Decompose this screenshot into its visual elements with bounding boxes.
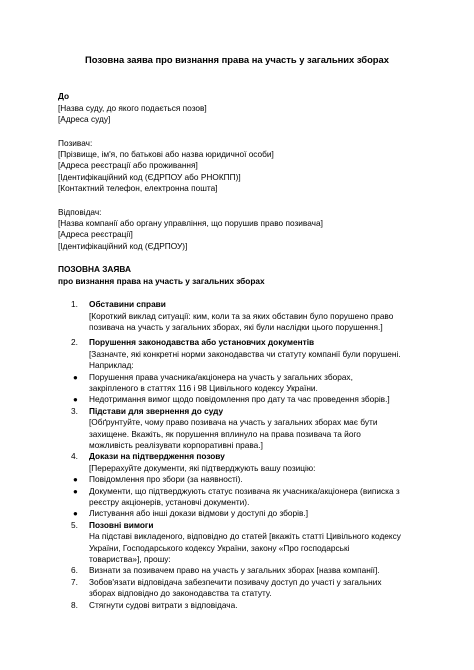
item-number: 6.	[71, 565, 78, 576]
item-title: Порушення законодавства або установчих документів	[89, 337, 315, 348]
list-item	[58, 520, 416, 531]
item-text-line: захищене. Вкажіть, як порушення вплинуло на права позивача та його	[89, 428, 361, 439]
plaintiff-heading: Позивач:	[58, 137, 93, 148]
bullet-icon: ●	[73, 509, 78, 519]
plaintiff-block	[58, 138, 416, 195]
court-block	[58, 91, 416, 125]
bullet-item	[58, 508, 416, 519]
item-text-line: позивача на участь у загальних зборах, які були наслідки цього порушення.]	[89, 321, 383, 332]
item-text-line: зборах відповідно до законодавства та статуту.	[89, 588, 272, 599]
list-item	[58, 565, 416, 576]
court-name-line: [Назва суду, до якого подається позов]	[58, 102, 207, 113]
bullet-text-line: Недотримання вимог щодо повідомлення про дату та час проведення зборів.]	[89, 394, 390, 405]
bullet-icon: ●	[73, 475, 78, 485]
item-number: 8.	[71, 599, 78, 610]
item-number: 2.	[71, 337, 78, 348]
list-item	[58, 577, 416, 600]
bullet-item	[58, 372, 416, 395]
claim-heading: ПОЗОВНА ЗАЯВА	[58, 264, 131, 275]
defendant-block	[58, 207, 416, 253]
bullet-text-line: реєстру акціонерів, установчі документи).	[89, 497, 250, 507]
list-item	[58, 299, 416, 310]
bullet-text-line: Документи, що підтверджують статус позивача як учасника/акціонера (виписка з	[89, 485, 400, 496]
plaintiff-name-line: [Прізвище, ім'я, по батькові або назва юридичної особи]	[58, 149, 274, 160]
item-text-line: [Зазначте, які конкретні норми законодавства чи статуту компанії були порушені.	[89, 348, 401, 359]
item-number: 4.	[71, 451, 78, 462]
plaintiff-id-line: [Ідентифікаційний код (ЄДРПОУ або РНОКПП)]	[58, 171, 241, 182]
list-item	[58, 337, 416, 348]
item-text-line: Зобов'язати відповідача забезпечити позивачу доступ до участі у загальних	[89, 576, 382, 587]
bullet-icon: ●	[73, 372, 78, 382]
claim-subheading: про визнання права на участь у загальних зборах	[58, 275, 265, 286]
item-text-line: можливість реалізувати корпоративні права.]	[89, 439, 263, 450]
document-title: Позовна заява про визнання права на участь у загальних зборах	[85, 54, 389, 65]
bullet-text-line: Повідомлення про збори (за наявності).	[89, 474, 243, 485]
list-item	[58, 406, 416, 417]
item-text-line: Стягнути судові витрати з відповідача.	[89, 599, 238, 610]
defendant-address-line: [Адреса реєстрації]	[58, 229, 133, 240]
list-item	[58, 451, 416, 462]
bullet-icon: ●	[73, 395, 78, 405]
bullet-item	[58, 474, 416, 485]
item-number: 3.	[71, 405, 78, 416]
bullet-text-line: закріпленого в статтях 116 і 98 Цивільного кодексу України.	[89, 382, 318, 393]
item-title: Докази на підтвердження позову	[89, 451, 225, 462]
item-text-line: На підставі викладеного, відповідно до статей [вкажіть статті Цивільного кодексу	[89, 531, 401, 542]
item-text-line: Визнати за позивачем право на участь у загальних зборах [назва компанії].	[89, 565, 380, 576]
item-text-line: товариства»], прошу:	[89, 554, 171, 565]
bullet-icon: ●	[73, 486, 78, 496]
item-number: 1.	[71, 299, 78, 310]
bullet-text-line: Листування або інші докази відмови у доступі до зборів.]	[89, 508, 309, 519]
bullet-item	[58, 486, 416, 509]
plaintiff-address-line: [Адреса реєстрації або проживання]	[58, 160, 198, 171]
defendant-heading: Відповідач:	[58, 206, 102, 217]
claim-items	[58, 299, 416, 611]
item-text-line: України, Господарського кодексу України, закону «Про господарські	[89, 542, 350, 553]
court-address-line: [Адреса суду]	[58, 114, 111, 125]
court-heading: До	[58, 91, 70, 102]
bullet-item	[58, 394, 416, 405]
item-text-line: [Короткий виклад ситуації: ким, коли та за яких обставин було порушено право	[89, 310, 394, 321]
item-number: 5.	[71, 519, 78, 530]
defendant-id-line: [Ідентифікаційний код (ЄДРПОУ)]	[58, 240, 188, 251]
item-title: Позовні вимоги	[89, 519, 154, 530]
bullet-text-line: Порушення права учасника/акціонера на участь у загальних зборах,	[89, 371, 353, 382]
item-text-line: [Перерахуйте документи, які підтверджують вашу позицію:	[89, 462, 316, 473]
defendant-name-line: [Назва компанії або органу управління, що порушив право позивача]	[58, 218, 323, 229]
item-text-line: [Обґрунтуйте, чому право позивача на участь у загальних зборах має бути	[89, 417, 378, 428]
item-text-line: Наприклад:	[89, 360, 134, 371]
item-title: Підстави для звернення до суду	[89, 405, 224, 416]
plaintiff-contact-line: [Контактний телефон, електронна пошта]	[58, 183, 218, 194]
item-number: 7.	[71, 576, 78, 587]
claim-heading-block	[58, 264, 416, 287]
item-title: Обставини справи	[89, 299, 166, 310]
list-item	[58, 600, 416, 611]
